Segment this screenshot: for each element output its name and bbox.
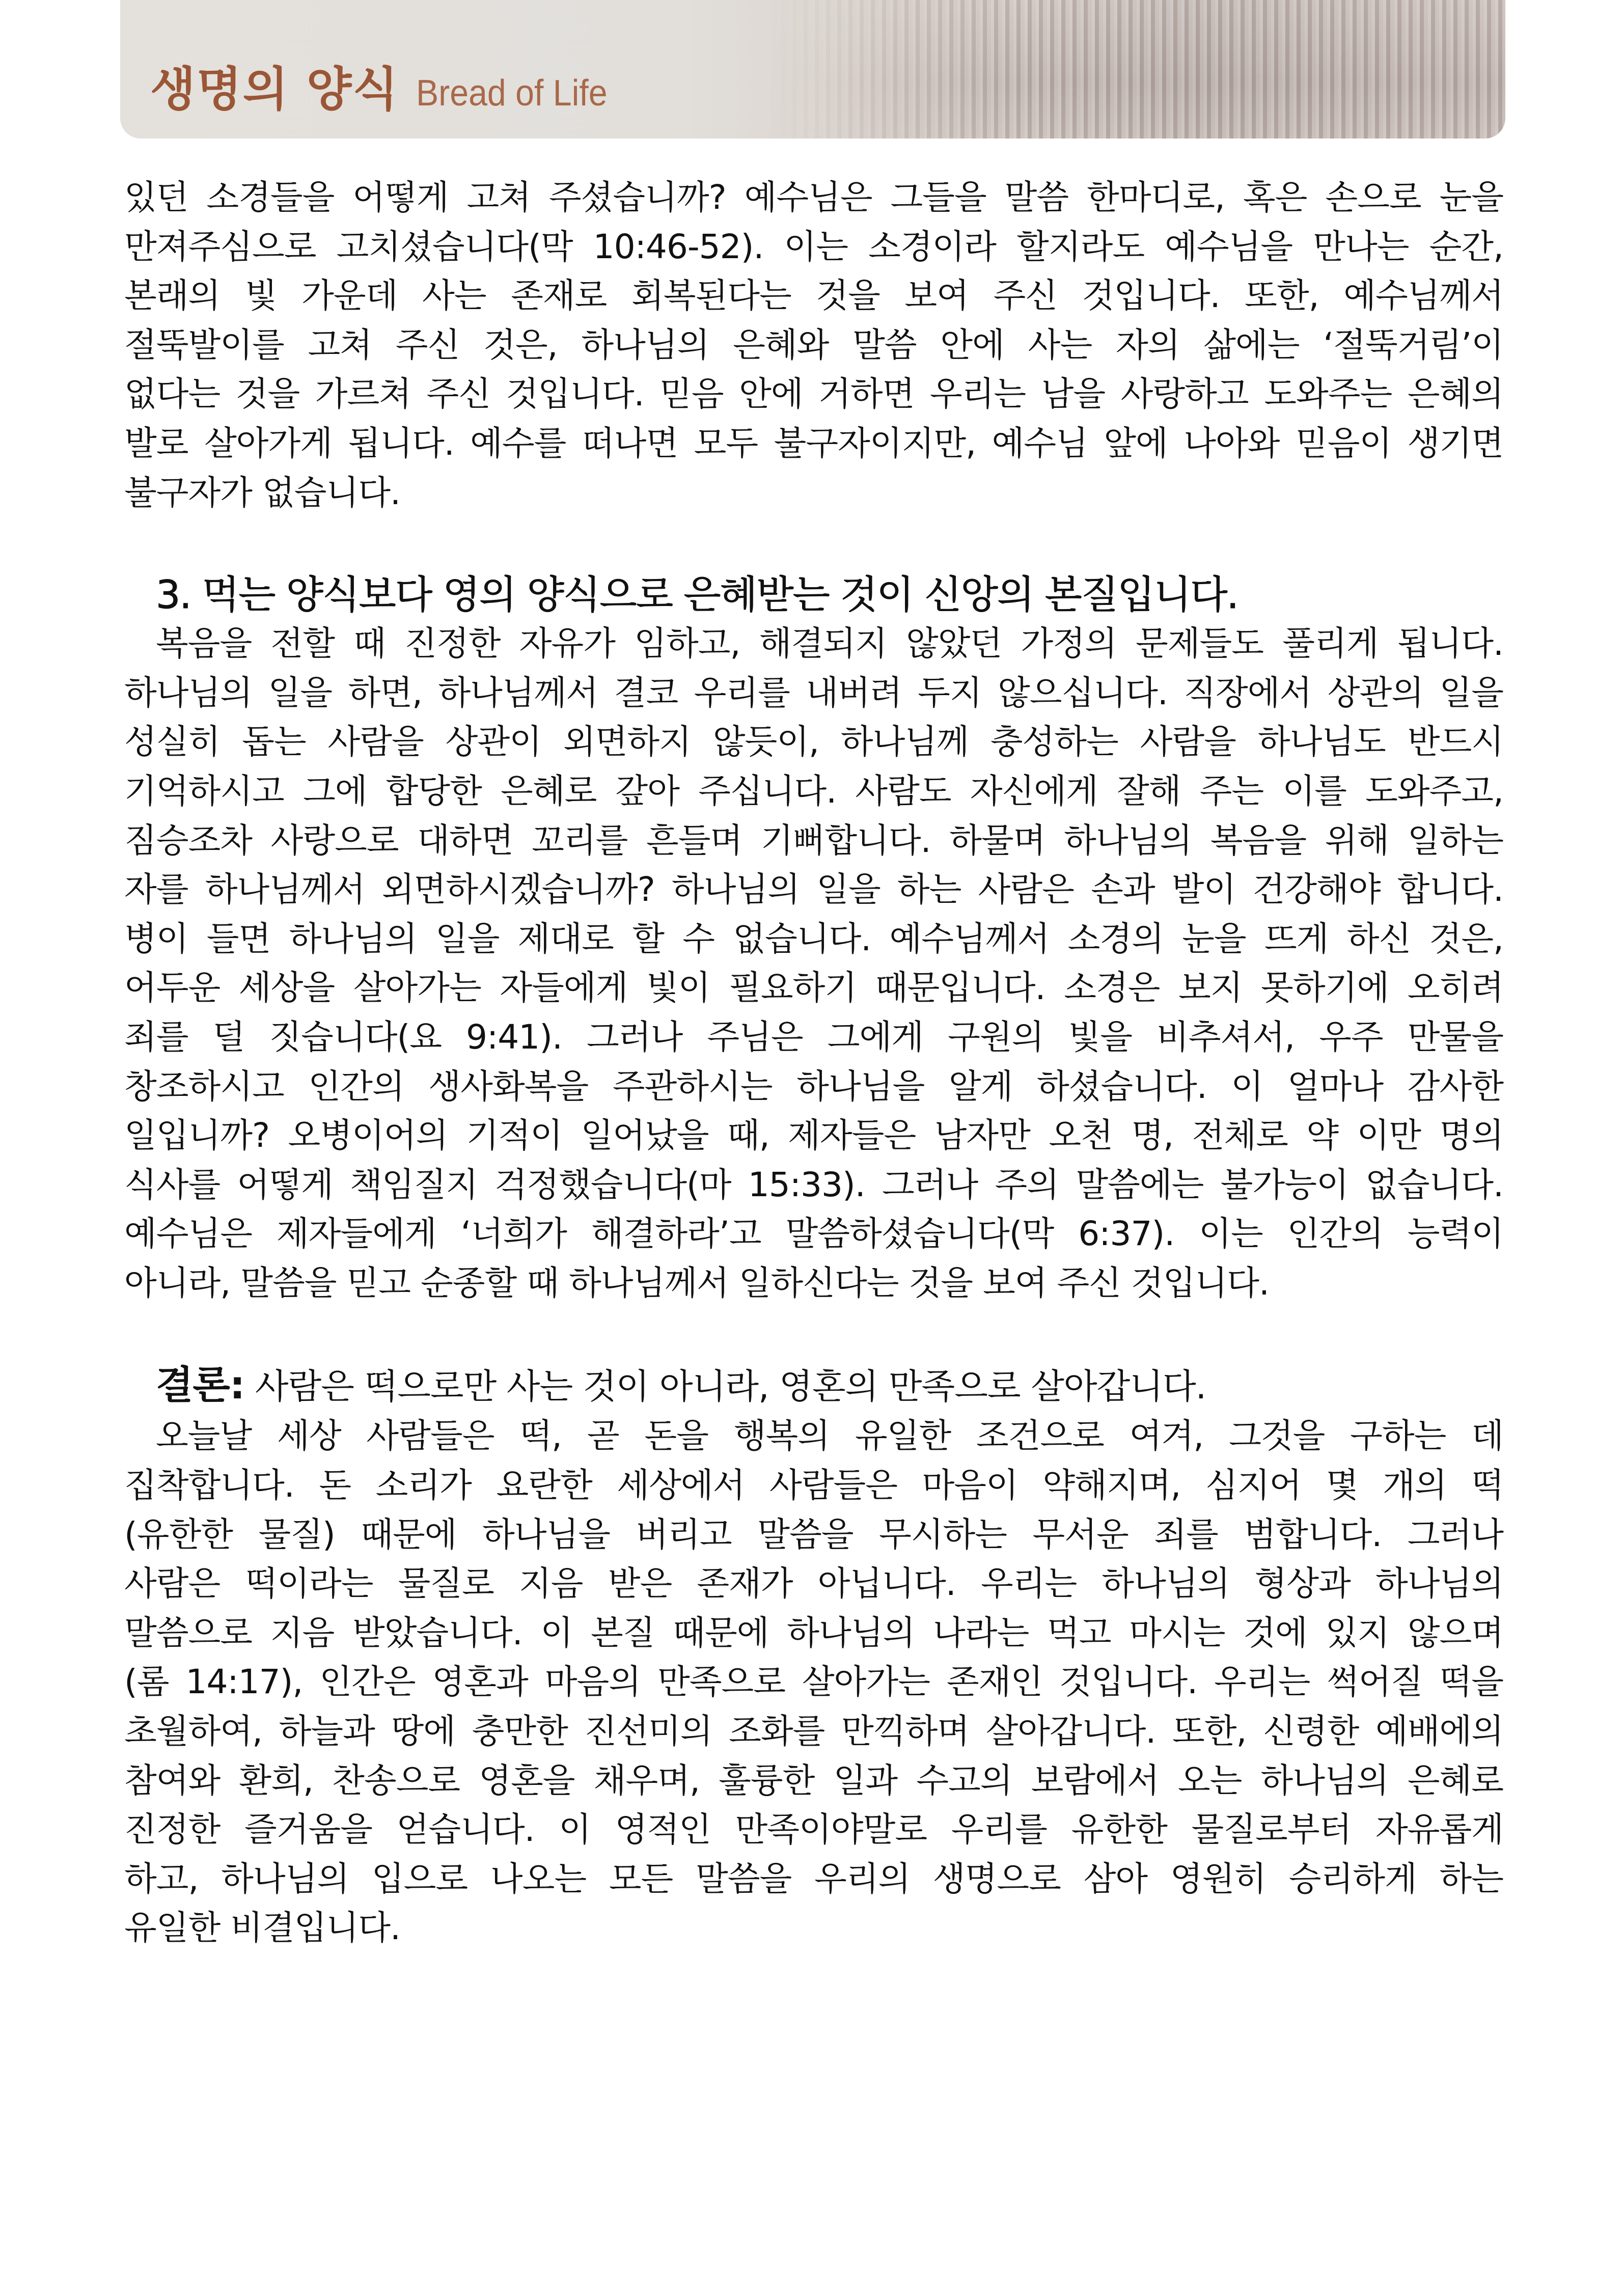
conclusion-summary: 사람은 떡으로만 사는 것이 아니라, 영혼의 만족으로 살아갑니다. [244,1367,1206,1408]
text-line: 식사를 어떻게 책임질지 걱정했습니다(마 15:33). 그러나 주의 말씀에는 불가능이 없습니다. [124,1165,1503,1204]
text-line: 불구자가 없습니다. [124,473,401,512]
text-line: 어두운 세상을 살아가는 자들에게 빛이 필요하기 때문입니다. 소경은 보지 못하기에 오히려 [124,968,1503,1008]
text-line: (유한한 물질) 때문에 하나님을 버리고 말씀을 무시하는 무서운 죄를 범합니다. 그러나 [124,1514,1503,1554]
text-line: 유일한 비결입니다. [124,1908,401,1948]
page-title-english: Bread of Life [416,73,608,114]
conclusion-label: 결론: [156,1362,245,1408]
text-line: 예수님은 제자들에게 ‘너희가 해결하라’고 말씀하셨습니다(막 6:37). 이는 인간의 능력이 [124,1214,1503,1254]
conclusion-heading [156,1361,1503,1412]
text-line: 하나님의 일을 하면, 하나님께서 결코 우리를 내버려 두지 않으십니다. 직장에서 상관의 일을 [124,673,1503,712]
page-title-korean: 생명의 양식 [150,62,399,117]
section-3-heading: 3. 먹는 양식보다 영의 양식으로 은혜받는 것이 신앙의 본질입니다. [156,572,1238,618]
text-line: 사람은 떡이라는 물질로 지음 받은 존재가 아닙니다. 우리는 하나님의 형상과 하나님의 [124,1564,1503,1604]
text-line: 아니라, 말씀을 믿고 순종할 때 하나님께서 일하신다는 것을 보여 주신 것입니다. [124,1263,1269,1303]
text-line: 발로 살아가게 됩니다. 예수를 떠나면 모두 불구자이지만, 예수님 앞에 나아와 믿음이 생기면 [124,423,1503,463]
text-line: 죄를 덜 짓습니다(요 9:41). 그러나 주님은 그에게 구원의 빛을 비추셔서, 우주 만물을 [124,1017,1503,1057]
text-line: 말씀으로 지음 받았습니다. 이 본질 때문에 하나님의 나라는 먹고 마시는 것에 있지 않으며 [124,1613,1503,1652]
text-line: 없다는 것을 가르쳐 주신 것입니다. 믿음 안에 거하면 우리는 남을 사랑하고 도와주는 은혜의 [124,374,1503,414]
conclusion-paragraph [124,1412,1503,1953]
text-line: 복음을 전할 때 진정한 자유가 임하고, 해결되지 않았던 가정의 문제들도 풀리게 됩니다. [156,624,1503,664]
page-title [150,62,624,117]
text-line: 절뚝발이를 고쳐 주신 것은, 하나님의 은혜와 말씀 안에 사는 자의 삶에는 ‘절뚝거림’이 [124,325,1503,365]
text-line: 일입니까? 오병이어의 기적이 일어났을 때, 제자들은 남자만 오천 명, 전체로 약 이만 명의 [124,1116,1503,1155]
text-line: 성실히 돕는 사람을 상관이 외면하지 않듯이, 하나님께 충성하는 사람을 하나님도 반드시 [124,722,1503,762]
text-line: 있던 소경들을 어떻게 고쳐 주셨습니까? 예수님은 그들을 말씀 한마디로, 혹은 손으로 눈을 [124,178,1503,217]
header-background-photo [767,0,1505,139]
text-line: 본래의 빛 가운데 사는 존재로 회복된다는 것을 보여 주신 것입니다. 또한, 예수님께서 [124,276,1503,316]
text-line: 참여와 환희, 찬송으로 영혼을 채우며, 훌륭한 일과 수고의 보람에서 오는 하나님의 은혜로 [124,1760,1503,1800]
text-line: 오늘날 세상 사람들은 떡, 곧 돈을 행복의 유일한 조건으로 여겨, 그것을 구하는 데 [156,1416,1503,1456]
text-line: 하고, 하나님의 입으로 나오는 모든 말씀을 우리의 생명으로 삼아 영원히 승리하게 하는 [124,1859,1503,1898]
text-line: 집착합니다. 돈 소리가 요란한 세상에서 사람들은 마음이 약해지며, 심지어 몇 개의 떡 [124,1466,1503,1505]
text-line: 자를 하나님께서 외면하시겠습니까? 하나님의 일을 하는 사람은 손과 발이 건강해야 합니다. [124,870,1503,910]
text-line: 창조하시고 인간의 생사화복을 주관하시는 하나님을 알게 하셨습니다. 이 얼마나 감사한 [124,1066,1503,1106]
text-line: 병이 들면 하나님의 일을 제대로 할 수 없습니다. 예수님께서 소경의 눈을 뜨게 하신 것은, [124,919,1503,958]
text-line: (롬 14:17), 인간은 영혼과 마음의 만족으로 살아가는 존재인 것입니다. 우리는 썩어질 떡을 [124,1662,1503,1702]
section-3-paragraph [124,619,1503,1308]
article-body [124,173,1503,1953]
text-line: 기억하시고 그에 합당한 은혜로 갚아 주십니다. 사람도 자신에게 잘해 주는 이를 도와주고, [124,771,1503,811]
continued-paragraph [124,173,1503,517]
text-line: 짐승조차 사랑으로 대하면 꼬리를 흔들며 기뻐합니다. 하물며 하나님의 복음을 위해 일하는 [124,820,1503,860]
text-line: 진정한 즐거움을 얻습니다. 이 영적인 만족이야말로 우리를 유한한 물질로부터 자유롭게 [124,1810,1503,1850]
text-line: 초월하여, 하늘과 땅에 충만한 진선미의 조화를 만끽하며 살아갑니다. 또한, 신령한 예배에의 [124,1712,1503,1751]
text-line: 만져주심으로 고치셨습니다(막 10:46-52). 이는 소경이라 할지라도 예수님을 만나는 순간, [124,227,1503,266]
